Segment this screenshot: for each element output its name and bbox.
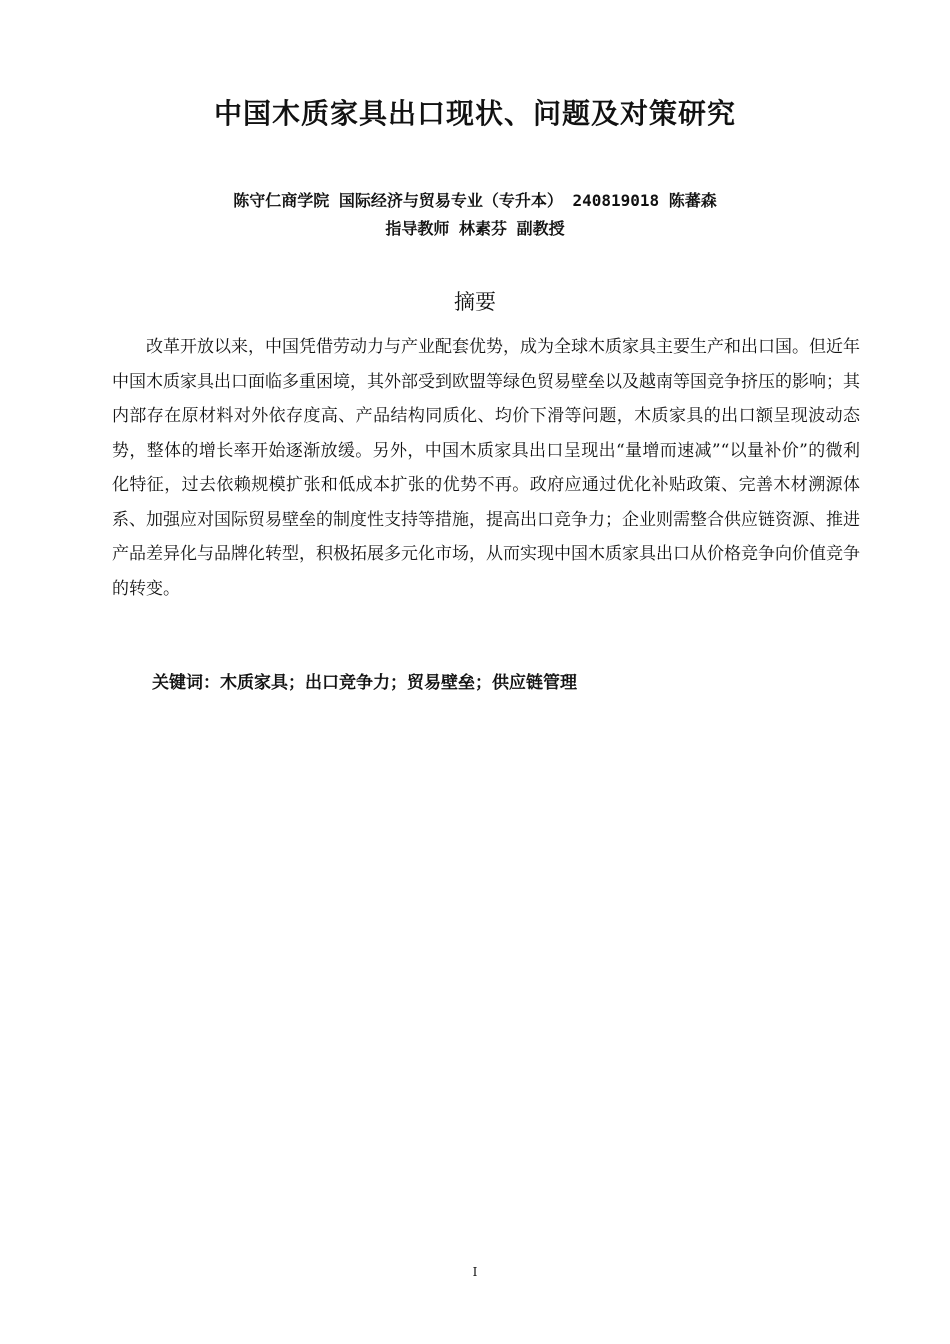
document-title: 中国木质家具出口现状、问题及对策研究 [213,97,736,130]
abstract-heading: 摘要 [454,290,496,314]
abstract-text: 改革开放以来，中国凭借劳动力与产业配套优势，成为全球木质家具主要生产和出口国。但近年中国木质家具出口面临多重困境，其外部受到欧盟等绿色贸易壁垒以及越南等国竞争挤压的影响；其内部存在原材料对外依存度高、产品结构同质化、均价下滑等问题，木质家具的出口额呈现波动态势，整体的增长率开始逐渐放缓。另外，中国木质家具出口呈现出“量增而速减”“以量补价”的微利化特征，过去依赖规模扩张和低成本扩张的优势不再。政府应通过优化补贴政策、完善木材溯源体系、加强应对国际贸易壁垒的制度性支持等措施，提高出口竞争力；企业则需整合供应链资源、推进产品差异化与品牌化转型，积极拓展多元化市场，从而实现中国木质家具出口从价格竞争向价值竞争的转变。 [112,337,860,599]
author-block [0,187,950,243]
author-line: 陈守仁商学院 国际经济与贸易专业（专升本） 240819018 陈蕃森 [233,191,717,210]
page-number: I [472,1265,478,1279]
advisor-line: 指导教师 林素芬 副教授 [385,219,565,238]
keywords-line: 关键词：木质家具；出口竞争力；贸易壁垒；供应链管理 [152,673,577,693]
